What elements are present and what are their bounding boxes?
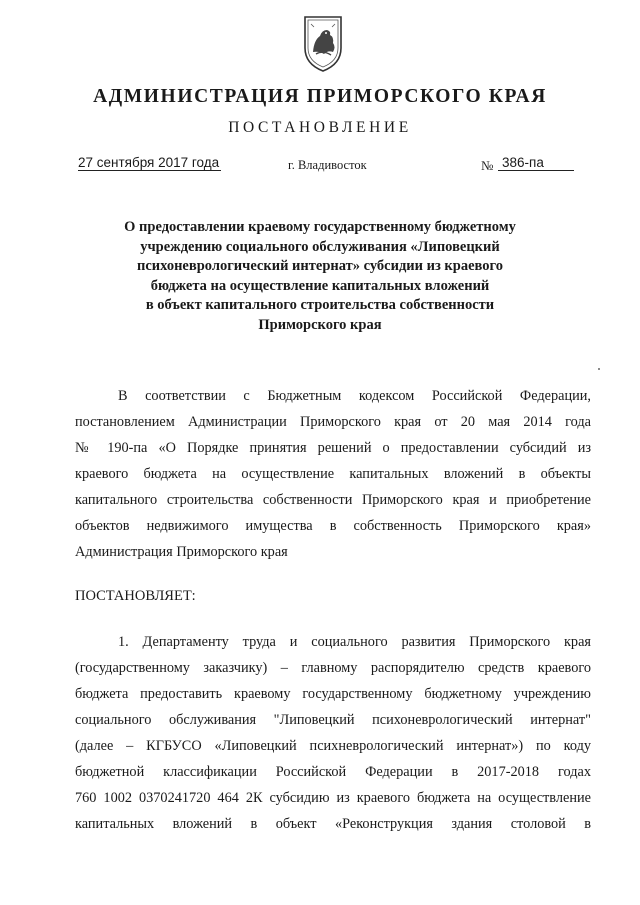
preamble-line: В соответствии с Бюджетным кодексом Российской Федерации, xyxy=(118,388,591,404)
clause-line: капитальных вложений в объект «Реконструкция здания столовой в xyxy=(75,816,591,832)
preamble-line: краевого бюджета на осуществление капитальных вложений в объекты xyxy=(75,466,591,482)
preamble-line: объектов недвижимого имущества в собственность Приморского края» xyxy=(75,518,591,534)
preamble-line: № 190-па «О Порядке принятия решений о предоставлении субсидий из xyxy=(75,440,591,456)
clause-line: (государственному заказчику) – главному распорядителю средств краевого xyxy=(75,660,591,676)
clause-line: 760 1002 0370241720 464 2К субсидию из краевого бюджета на осуществление xyxy=(75,790,591,806)
clause-line: (далее – КГБУСО «Липовецкий психневрологический интернат») по коду xyxy=(75,738,591,754)
title-line: О предоставлении краевому государственному бюджетному xyxy=(124,219,516,235)
coat-of-arms-emblem xyxy=(302,14,344,74)
title-line: бюджета на осуществление капитальных вложений xyxy=(150,277,490,294)
document-title xyxy=(100,218,540,336)
resolves-heading: ПОСТАНОВЛЯЕТ: xyxy=(75,588,196,604)
preamble-line: Администрация Приморского края xyxy=(75,544,288,560)
document-date: 27 сентября 2017 года xyxy=(78,155,220,170)
preamble-line: капитального строительства собственности Приморского края и приобретение xyxy=(75,492,591,508)
organization-name: АДМИНИСТРАЦИЯ ПРИМОРСКОГО КРАЯ xyxy=(93,86,547,107)
title-line: психоневрологический интернат» субсидии из краевого xyxy=(136,258,503,275)
document-city: г. Владивосток xyxy=(288,158,367,172)
scan-speck xyxy=(598,368,600,370)
title-line: Приморского края xyxy=(258,316,382,333)
preamble-line: постановлением Администрации Приморского края от 20 мая 2014 года xyxy=(75,414,591,430)
clause-line: бюджета предоставить краевому государственному бюджетному учреждению xyxy=(75,686,591,702)
title-line: учреждению социального обслуживания «Липовецкий xyxy=(140,238,500,255)
clause-line: социального обслуживания "Липовецкий психоневрологический интернат" xyxy=(75,712,591,728)
document-number: 386-па xyxy=(498,155,574,171)
clause-line: бюджетной классификации Российской Федерации в 2017-2018 годах xyxy=(75,764,591,780)
clause-line: 1. Департаменту труда и социального развития Приморского края xyxy=(118,634,591,650)
title-line: в объект капитального строительства собственности xyxy=(145,297,495,314)
document-type: ПОСТАНОВЛЕНИЕ xyxy=(228,119,412,136)
document-number-label: № xyxy=(481,158,494,173)
